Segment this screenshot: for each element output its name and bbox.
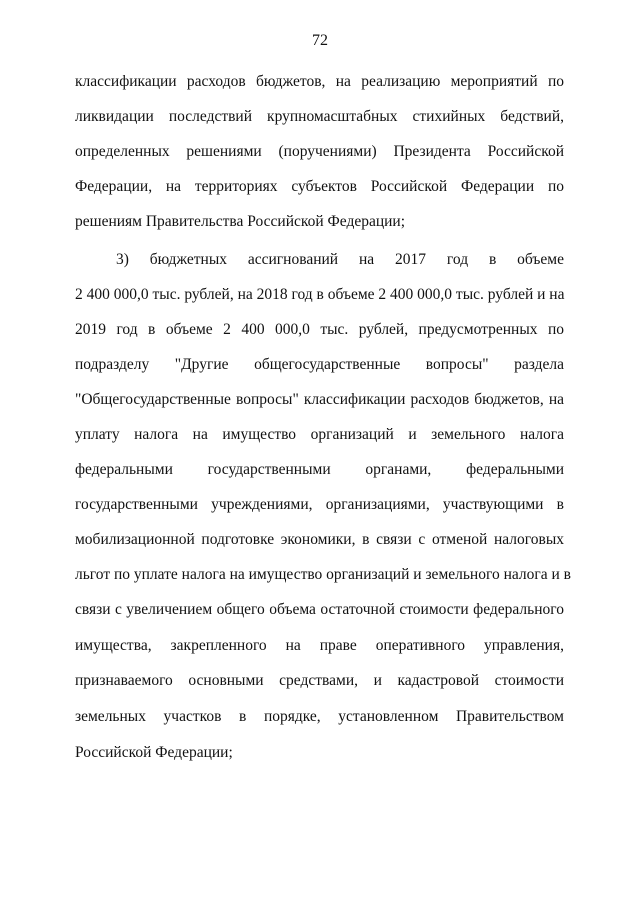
text-line: "Общегосударственные вопросы" классификации расходов бюджетов, на [75, 391, 564, 408]
text-line: Российской Федерации; [75, 744, 233, 761]
text-line: определенных решениями (поручениями) Президента Российской [75, 143, 564, 160]
text-line: 2 400 000,0 тыс. рублей, на 2018 год в объеме 2 400 000,0 тыс. рублей и на [75, 286, 565, 303]
text-line: классификации расходов бюджетов, на реализацию мероприятий по [75, 73, 564, 90]
text-line: подразделу "Другие общегосударственные вопросы" раздела [75, 356, 564, 373]
text-line: 3) бюджетных ассигнований на 2017 год в объеме [116, 251, 564, 268]
text-line: уплату налога на имущество организаций и земельного налога [75, 426, 564, 443]
text-line: ликвидации последствий крупномасштабных стихийных бедствий, [75, 108, 564, 125]
text-line: государственными учреждениями, организациями, участвующими в [75, 496, 564, 513]
text-line: льгот по уплате налога на имущество организаций и земельного налога и в [75, 566, 571, 583]
text-line: земельных участков в порядке, установленном Правительством [75, 708, 564, 725]
text-line: Федерации, на территориях субъектов Российской Федерации по [75, 178, 564, 195]
text-line: решениям Правительства Российской Федерации; [75, 213, 406, 230]
text-line: 2019 год в объеме 2 400 000,0 тыс. рублей, предусмотренных по [75, 321, 564, 338]
text-line: мобилизационной подготовке экономики, в связи с отменой налоговых [75, 531, 564, 548]
page-number: 72 [312, 32, 328, 49]
text-line: федеральными государственными органами, федеральными [75, 461, 564, 478]
text-line: имущества, закрепленного на праве оперативного управления, [75, 637, 564, 654]
text-line: связи с увеличением общего объема остаточной стоимости федерального [75, 601, 564, 618]
text-line: признаваемого основными средствами, и кадастровой стоимости [75, 672, 564, 689]
